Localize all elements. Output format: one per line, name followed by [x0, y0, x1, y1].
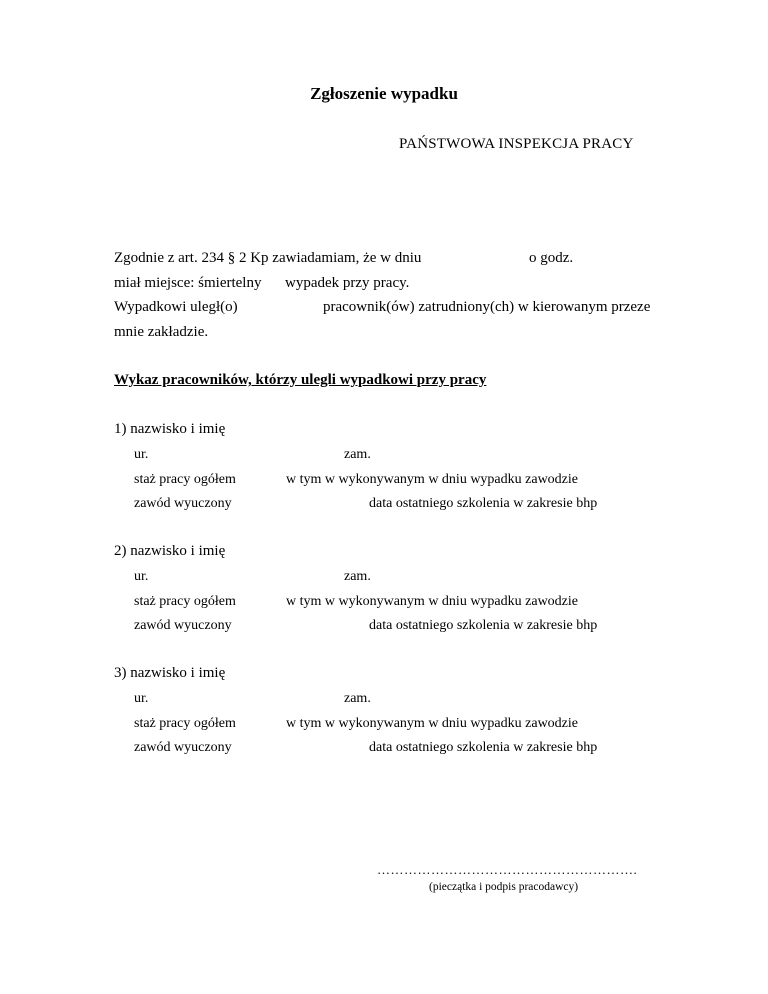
employee-1-address-label: zam. — [344, 447, 371, 462]
employee-1-training-label: data ostatniego szkolenia w zakresie bhp — [369, 496, 598, 511]
employee-2-job-seniority-label: w tym w wykonywanym w dniu wypadku zawodzie — [286, 594, 579, 609]
employee-3-job-seniority-label: w tym w wykonywanym w dniu wypadku zawodzie — [286, 716, 579, 731]
document-title: Zgłoszenie wypadku — [310, 84, 458, 103]
employee-1-seniority-label: staż pracy ogółem — [134, 472, 236, 487]
intro-line2-part2: wypadek przy pracy. — [285, 275, 410, 291]
employee-1-header: 1) nazwisko i imię — [114, 421, 226, 437]
employee-2-birth-label: ur. — [134, 569, 149, 584]
recipient: PAŃSTWOWA INSPEKCJA PRACY — [399, 136, 634, 152]
employee-2-seniority-label: staż pracy ogółem — [134, 594, 236, 609]
employee-3-birth-label: ur. — [134, 691, 149, 706]
intro-line1-part2: o godz. — [529, 250, 574, 266]
employee-3-training-label: data ostatniego szkolenia w zakresie bhp — [369, 740, 598, 755]
signature-label: (pieczątka i podpis pracodawcy) — [429, 881, 579, 893]
employee-3-profession-label: zawód wyuczony — [134, 740, 232, 755]
employee-1-profession-label: zawód wyuczony — [134, 496, 232, 511]
employee-2-header: 2) nazwisko i imię — [114, 543, 226, 559]
employee-2-profession-label: zawód wyuczony — [134, 618, 232, 633]
employee-1-job-seniority-label: w tym w wykonywanym w dniu wypadku zawodzie — [286, 472, 579, 487]
employee-2-address-label: zam. — [344, 569, 371, 584]
intro-line3-part2: pracownik(ów) zatrudniony(ch) w kierowanym przeze — [323, 299, 651, 315]
employee-3-address-label: zam. — [344, 691, 371, 706]
signature-dotted-line: …………………………………………………. — [377, 862, 638, 877]
intro-line1-part1: Zgodnie z art. 234 § 2 Kp zawiadamiam, że w dniu — [114, 250, 422, 266]
intro-line2-part1: miał miejsce: śmiertelny — [114, 275, 262, 291]
employee-list-heading: Wykaz pracowników, którzy ulegli wypadkowi przy pracy — [114, 372, 487, 388]
employee-1-birth-label: ur. — [134, 447, 149, 462]
employee-2-training-label: data ostatniego szkolenia w zakresie bhp — [369, 618, 598, 633]
intro-line3-part1: Wypadkowi uległ(o) — [114, 299, 238, 315]
employee-3-header: 3) nazwisko i imię — [114, 665, 226, 681]
intro-line4: mnie zakładzie. — [114, 324, 209, 340]
employee-3-seniority-label: staż pracy ogółem — [134, 716, 236, 731]
